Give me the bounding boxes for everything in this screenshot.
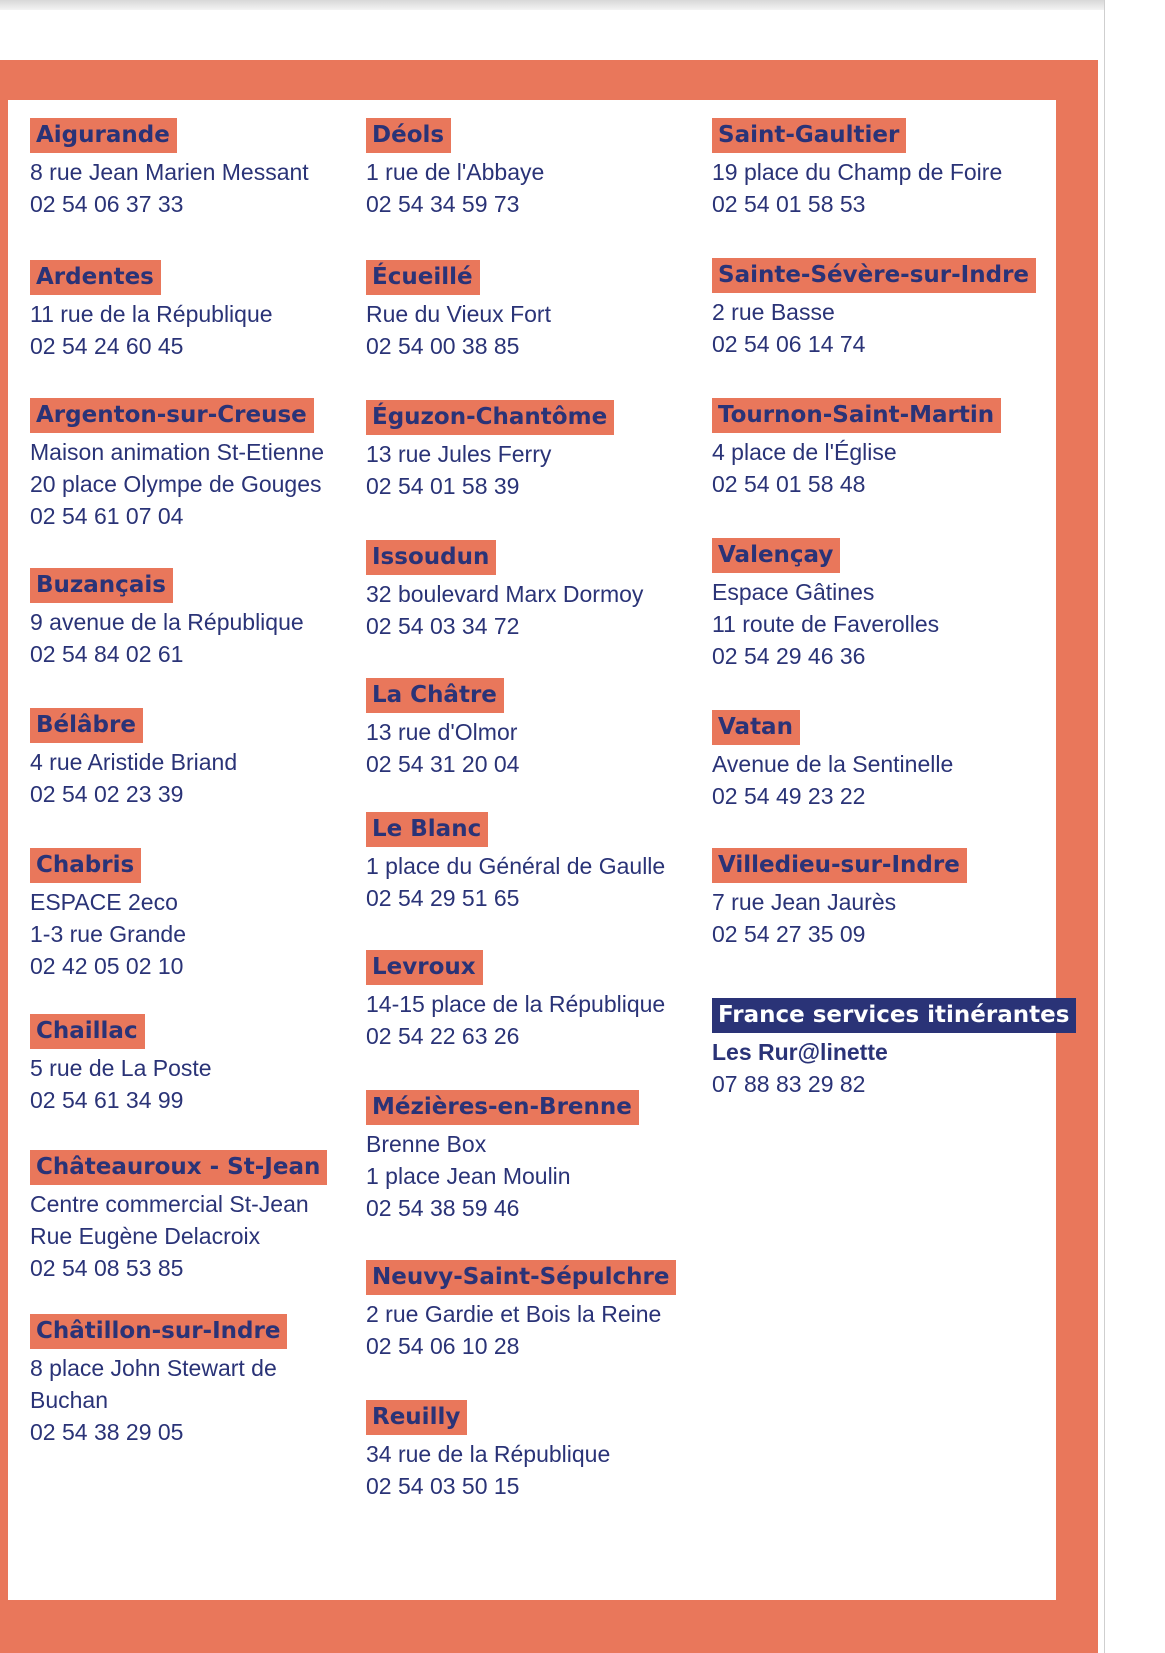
itinerant-title: France services itinérantes bbox=[712, 998, 1076, 1033]
phone-number: 02 54 08 53 85 bbox=[30, 1255, 184, 1281]
address-line: 7 rue Jean Jaurès bbox=[712, 889, 897, 915]
address-line: 1 place du Général de Gaulle bbox=[366, 853, 666, 879]
directory-entry bbox=[30, 260, 273, 362]
town-name: Le Blanc bbox=[366, 812, 488, 847]
phone-number: 02 54 06 10 28 bbox=[366, 1333, 520, 1359]
town-name: Reuilly bbox=[366, 1400, 467, 1435]
town-name: Châtillon-sur-Indre bbox=[30, 1314, 287, 1349]
address-line: 1 rue de l'Abbaye bbox=[366, 159, 545, 185]
itinerant-services bbox=[712, 998, 1076, 1100]
town-name: Saint-Gaultier bbox=[712, 118, 906, 153]
phone-number: 02 54 49 23 22 bbox=[712, 783, 866, 809]
directory-entry bbox=[30, 708, 237, 810]
directory-panel bbox=[8, 100, 1070, 1600]
directory-entry bbox=[30, 398, 324, 532]
phone-number: 02 54 22 63 26 bbox=[366, 1023, 520, 1049]
directory-entry bbox=[712, 118, 1002, 220]
directory-entry bbox=[30, 1150, 327, 1284]
address-line: 8 rue Jean Marien Messant bbox=[30, 159, 309, 185]
directory-entry bbox=[30, 568, 304, 670]
address-line: 8 place John Stewart de bbox=[30, 1355, 277, 1381]
town-name: Aigurande bbox=[30, 118, 177, 153]
phone-number: 02 54 61 34 99 bbox=[30, 1087, 184, 1113]
directory-entry bbox=[366, 118, 544, 220]
town-name: Tournon-Saint-Martin bbox=[712, 398, 1001, 433]
town-name: Levroux bbox=[366, 950, 483, 985]
town-name: Sainte-Sévère-sur-Indre bbox=[712, 258, 1036, 293]
address-line: 34 rue de la République bbox=[366, 1441, 611, 1467]
address-line: 13 rue d'Olmor bbox=[366, 719, 518, 745]
address-line: Rue du Vieux Fort bbox=[366, 301, 551, 327]
phone-number: 02 54 02 23 39 bbox=[30, 781, 184, 807]
phone-number: 02 54 01 58 53 bbox=[712, 191, 866, 217]
directory-entry bbox=[366, 400, 614, 502]
address-line: 9 avenue de la République bbox=[30, 609, 304, 635]
address-line: 13 rue Jules Ferry bbox=[366, 441, 552, 467]
phone-number: 02 54 61 07 04 bbox=[30, 503, 184, 529]
phone-number: 02 54 84 02 61 bbox=[30, 641, 184, 667]
address-line: 11 route de Faverolles bbox=[712, 611, 940, 637]
address-line: 11 rue de la République bbox=[30, 301, 273, 327]
town-name: Vatan bbox=[712, 710, 800, 745]
address-line: 19 place du Champ de Foire bbox=[712, 159, 1003, 185]
town-name: Mézières-en-Brenne bbox=[366, 1090, 639, 1125]
town-name: Éguzon-Chantôme bbox=[366, 400, 614, 435]
directory-entry bbox=[366, 260, 551, 362]
phone-number: 02 42 05 02 10 bbox=[30, 953, 184, 979]
address-line: Espace Gâtines bbox=[712, 579, 875, 605]
address-line: Maison animation St-Etienne bbox=[30, 439, 325, 465]
address-line: Centre commercial St-Jean bbox=[30, 1191, 309, 1217]
phone-number: 02 54 01 58 39 bbox=[366, 473, 520, 499]
phone-number: 02 54 38 29 05 bbox=[30, 1419, 184, 1445]
address-line: 5 rue de La Poste bbox=[30, 1055, 212, 1081]
address-line: Buchan bbox=[30, 1387, 109, 1413]
town-name: Écueillé bbox=[366, 260, 480, 295]
phone-number: 02 54 38 59 46 bbox=[366, 1195, 520, 1221]
itinerant-phone: 07 88 83 29 82 bbox=[712, 1071, 866, 1097]
directory-entry bbox=[712, 398, 1001, 500]
directory-entry bbox=[30, 1014, 212, 1116]
town-name: Déols bbox=[366, 118, 451, 153]
directory-entry bbox=[366, 812, 665, 914]
directory-entry bbox=[712, 258, 1036, 360]
directory-entry bbox=[30, 118, 309, 220]
town-name: Bélâbre bbox=[30, 708, 143, 743]
phone-number: 02 54 34 59 73 bbox=[366, 191, 520, 217]
phone-number: 02 54 00 38 85 bbox=[366, 333, 520, 359]
directory-entry bbox=[30, 1314, 287, 1448]
directory-entry bbox=[366, 1090, 639, 1224]
town-name: Ardentes bbox=[30, 260, 161, 295]
address-line: 1-3 rue Grande bbox=[30, 921, 186, 947]
address-line: 1 place Jean Moulin bbox=[366, 1163, 571, 1189]
town-name: La Châtre bbox=[366, 678, 504, 713]
directory-entry bbox=[712, 538, 939, 672]
address-line: Brenne Box bbox=[366, 1131, 487, 1157]
directory-entry bbox=[366, 678, 519, 780]
phone-number: 02 54 01 58 48 bbox=[712, 471, 866, 497]
address-line: 2 rue Gardie et Bois la Reine bbox=[366, 1301, 662, 1327]
phone-number: 02 54 06 37 33 bbox=[30, 191, 184, 217]
address-line: 2 rue Basse bbox=[712, 299, 835, 325]
phone-number: 02 54 24 60 45 bbox=[30, 333, 184, 359]
scan-top-edge bbox=[0, 0, 1165, 10]
town-name: Issoudun bbox=[366, 540, 496, 575]
address-line: Avenue de la Sentinelle bbox=[712, 751, 954, 777]
directory-entry bbox=[712, 848, 967, 950]
address-line: Rue Eugène Delacroix bbox=[30, 1223, 261, 1249]
phone-number: 02 54 03 50 15 bbox=[366, 1473, 520, 1499]
phone-number: 02 54 31 20 04 bbox=[366, 751, 520, 777]
town-name: Argenton-sur-Creuse bbox=[30, 398, 314, 433]
address-line: ESPACE 2eco bbox=[30, 889, 178, 915]
address-line: 14-15 place de la République bbox=[366, 991, 666, 1017]
directory-entry bbox=[712, 710, 953, 812]
page-right-margin bbox=[1104, 0, 1165, 1653]
orange-frame bbox=[0, 60, 1098, 1653]
address-line: 32 boulevard Marx Dormoy bbox=[366, 581, 644, 607]
town-name: Buzançais bbox=[30, 568, 173, 603]
town-name: Châteauroux - St-Jean bbox=[30, 1150, 327, 1185]
phone-number: 02 54 29 46 36 bbox=[712, 643, 866, 669]
directory-entry bbox=[366, 1400, 610, 1502]
phone-number: 02 54 03 34 72 bbox=[366, 613, 520, 639]
address-line: 4 rue Aristide Briand bbox=[30, 749, 238, 775]
town-name: Chaillac bbox=[30, 1014, 145, 1049]
directory-entry bbox=[366, 1260, 676, 1362]
phone-number: 02 54 29 51 65 bbox=[366, 885, 520, 911]
phone-number: 02 54 27 35 09 bbox=[712, 921, 866, 947]
address-line: 4 place de l'Église bbox=[712, 439, 897, 465]
directory-entry bbox=[366, 540, 643, 642]
directory-entry bbox=[366, 950, 665, 1052]
phone-number: 02 54 06 14 74 bbox=[712, 331, 866, 357]
town-name: Villedieu-sur-Indre bbox=[712, 848, 967, 883]
directory-entry bbox=[30, 848, 186, 982]
town-name: Valençay bbox=[712, 538, 840, 573]
town-name: Neuvy-Saint-Sépulchre bbox=[366, 1260, 676, 1295]
itinerant-name: Les Rur@linette bbox=[712, 1039, 888, 1065]
town-name: Chabris bbox=[30, 848, 141, 883]
address-line: 20 place Olympe de Gouges bbox=[30, 471, 322, 497]
